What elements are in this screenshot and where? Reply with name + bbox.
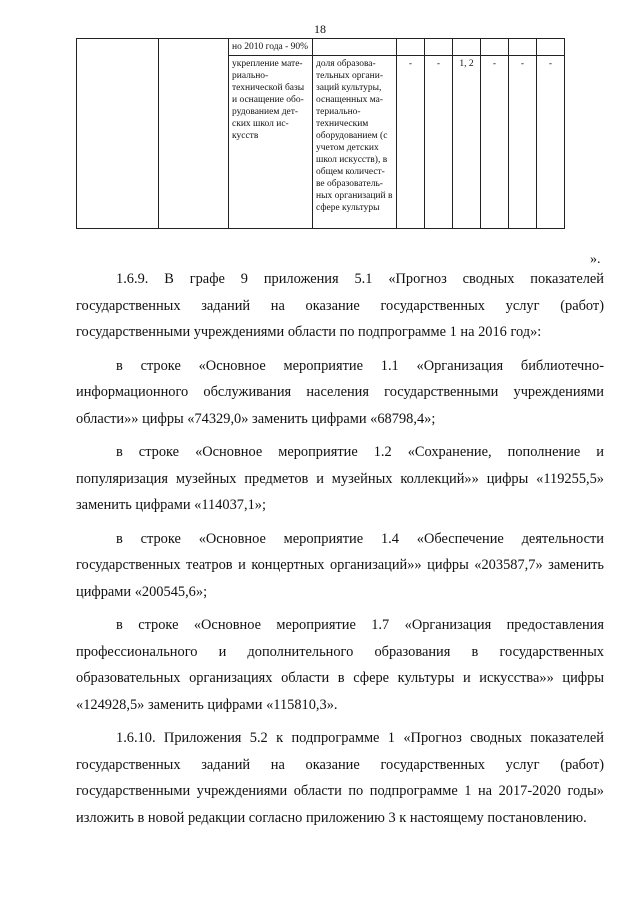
table-row — [77, 39, 565, 56]
closing-quote: ». — [590, 252, 601, 267]
paragraph-item-1-1: в строке «Основное мероприятие 1.1 «Организация библиотечно-информационного обслуживания населения государственными учреждениями области»» цифры «74329,0» заменить цифрами «68798,4»; — [76, 357, 604, 427]
document-table — [76, 38, 565, 229]
paragraph-item-1-7: в строке «Основное мероприятие 1.7 «Организация предоставления профессионального и дополнительного образования в государственных образовательных организациях области в сфере культуры и искусства»» цифры «124928,5» заменить цифрами «115810,3». — [76, 617, 604, 713]
activity-cell: укрепление мате-риально-технической базы и оснащение обо-рудованием дет-ских школ ис-кусств — [229, 56, 313, 229]
table-cell-empty — [453, 39, 481, 56]
indicator-tail-cell: но 2010 года - 90% — [229, 39, 313, 56]
table-cell-empty — [481, 39, 509, 56]
table-cell-empty — [313, 39, 397, 56]
table-cell-empty — [537, 39, 565, 56]
paragraph-1-6-9: 1.6.9. В графе 9 приложения 5.1 «Прогноз сводных показателей государственных заданий на оказание государственных услуг (работ) государственными учреждениями области по подпрограмме 1 на 2016 год»: — [76, 271, 604, 340]
table-cell-empty — [397, 39, 425, 56]
value-cell: - — [481, 56, 509, 229]
value-cell: 1, 2 — [453, 56, 481, 229]
value-cell: - — [397, 56, 425, 229]
indicator-cell: доля образова-тельных органи-заций культуры, оснащенных ма-териально-техническим оборудованием (с учетом детских школ искусств), в общем количест-ве образователь-ных организаций в сфере культуры — [313, 56, 397, 229]
paragraph-item-1-4: в строке «Основное мероприятие 1.4 «Обеспечение деятельности государственных театров и концертных организаций»» цифры «203587,7» заменить цифрами «200545,6»; — [76, 530, 604, 600]
table-cell-empty — [77, 39, 159, 229]
paragraph-item-1-2: в строке «Основное мероприятие 1.2 «Сохранение, пополнение и популяризация музейных предметов и музейных коллекций»» цифры «119255,5» заменить цифрами «114037,1»; — [76, 444, 604, 513]
table-cell-empty — [159, 39, 229, 229]
value-cell: - — [537, 56, 565, 229]
value-cell: - — [425, 56, 453, 229]
value-cell: - — [509, 56, 537, 229]
document-body — [76, 266, 604, 831]
page-number: 18 — [314, 22, 326, 36]
table-cell-empty — [509, 39, 537, 56]
table-cell-empty — [425, 39, 453, 56]
paragraph-1-6-10: 1.6.10. Приложения 5.2 к подпрограмме 1 «Прогноз сводных показателей государственных заданий на оказание государственных услуг (работ) государственными учреждениями области по подпрограмме 1 на 2017-2020 годы» изложить в новой редакции согласно приложению 3 к настоящему постановлению. — [76, 730, 604, 826]
